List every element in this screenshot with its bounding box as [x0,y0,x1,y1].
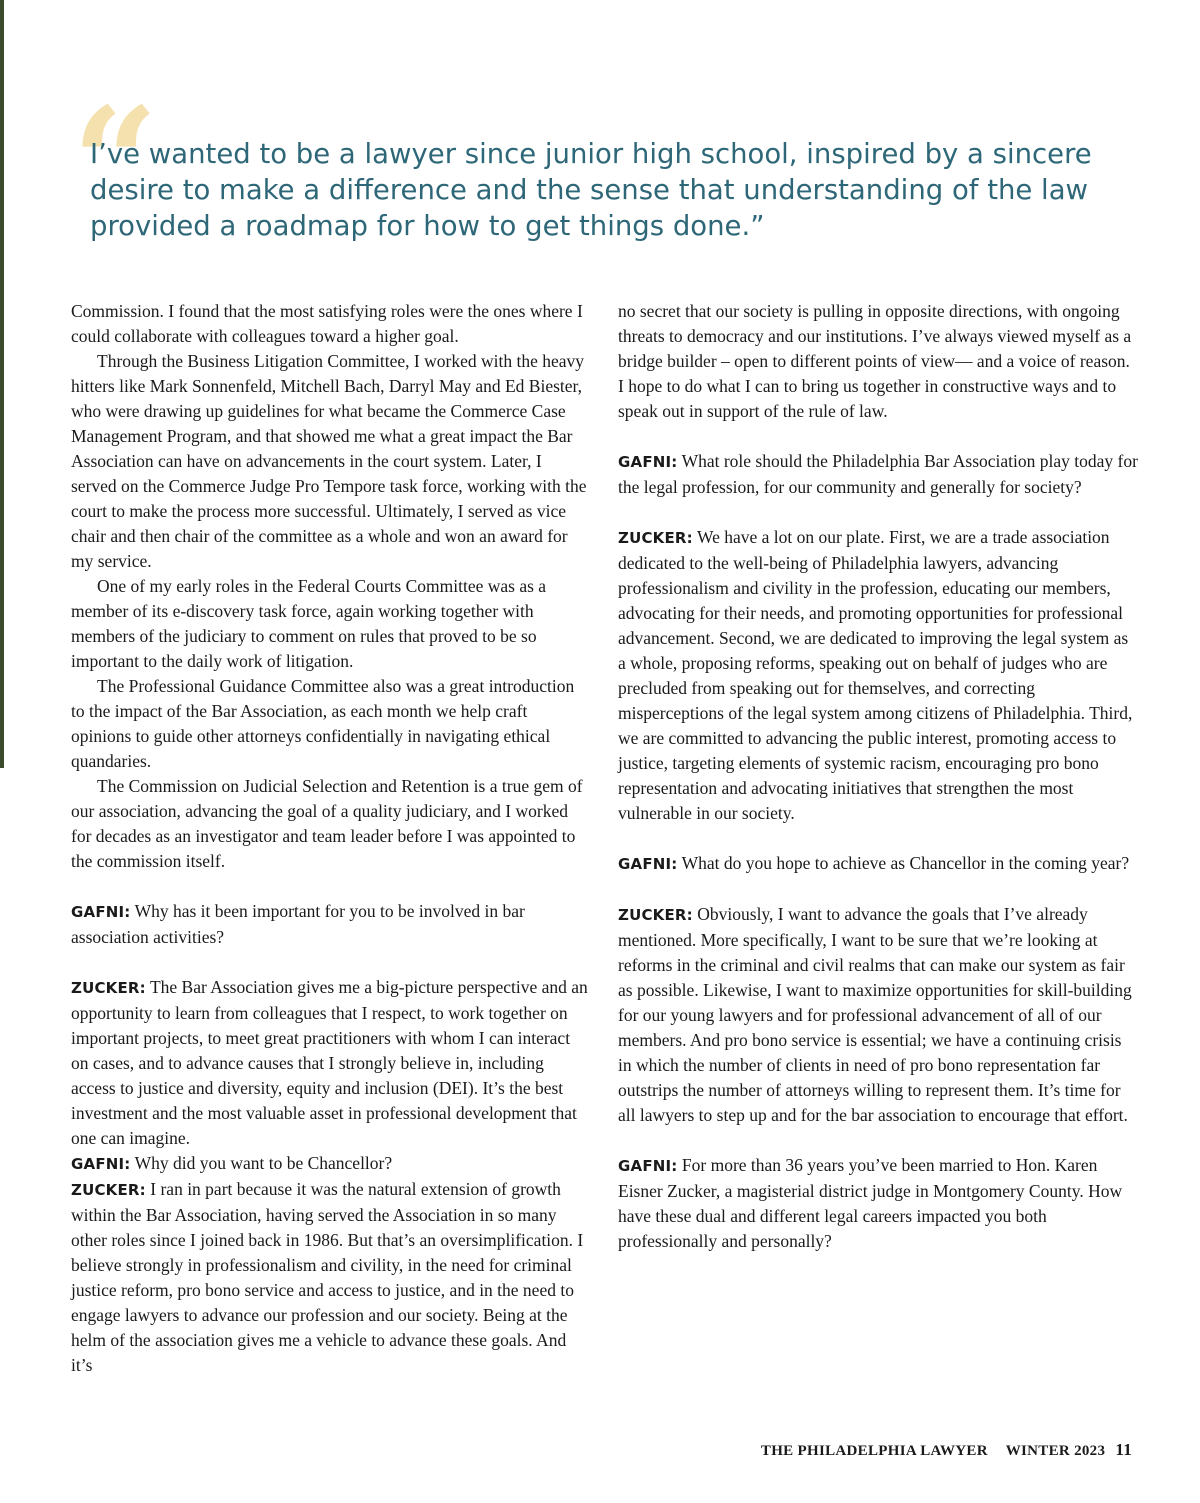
speaker-label: GAFNI: [618,855,678,873]
speaker-label: ZUCKER: [71,979,146,997]
paragraph-text: The Bar Association gives me a big-picture perspective and an opportunity to learn from colleagues that I respect, to work together on important projects, to meet great practitioners with whom I can interact on cases, and to advance causes that I strongly believe in, including access to justice and diversity, equity and inclusion (DEI). It’s the best investment and the most valuable asset in professional development that one can imagine. [71,977,588,1148]
paragraph-text: The Commission on Judicial Selection and Retention is a true gem of our association, advancing the goal of a quality judiciary, and I worked for decades as an investigator and team leader before I was appointed to the commission itself. [71,776,583,871]
page-number: 11 [1115,1440,1132,1459]
speaker-label: ZUCKER: [618,529,693,547]
paragraph-text: Why has it been important for you to be involved in bar association activities? [71,901,525,947]
article-paragraph [618,299,1138,424]
paragraph-text: Commission. I found that the most satisfying roles were the ones where I could collaborate with colleagues toward a higher goal. [71,301,583,346]
paragraph-text: Why did you want to be Chancellor? [130,1153,393,1173]
article-paragraph [71,299,591,349]
paragraph-text: Through the Business Litigation Committee, I worked with the heavy hitters like Mark Sonnenfeld, Mitchell Bach, Darryl May and Ed Biester, who were drawing up guidelines for what became the Commerce Case Management Program, and that showed me what a great impact the Bar Association can have on advancements in the court system. Later, I served on the Commerce Judge Pro Tempore task force, working with the court to make the process more successful. Ultimately, I served as vice chair and then chair of the committee as a whole and won an award for my service. [71,351,587,571]
article-paragraph [618,851,1138,877]
paragraph-text: One of my early roles in the Federal Courts Committee was as a member of its e-discovery task force, again working together with members of the judiciary to comment on rules that proved to be so important to the daily work of litigation. [71,576,547,671]
paragraph-text: I ran in part because it was the natural extension of growth within the Bar Association, having served the Association in so many other roles since I joined back in 1986. But that’s an oversimplification. I believe strongly in professionalism and civility, in the need for criminal justice reform, pro bono service and access to justice, and in the need to engage lawyers to advance our profession and our society. Being at the helm of the association gives me a vehicle to advance these goals. And it’s [71,1179,584,1375]
speaker-label: ZUCKER: [71,1181,146,1199]
article-paragraph [618,1153,1138,1254]
pull-quote [90,136,1150,244]
quote-mark-glyph: “ [72,75,159,251]
article-paragraph [71,574,591,674]
article-paragraph [71,1151,591,1177]
article-paragraph [618,449,1138,500]
footer-publication: THE PHILADELPHIA LAWYER [760,1443,988,1459]
speaker-label: GAFNI: [71,903,131,921]
paragraph-text: We have a lot on our plate. First, we are a trade association dedicated to the well-being of Philadelphia lawyers, advancing professionalism and civility in the profession, educating our members, advocating for their needs, and promoting opportunities for professional advancement. Second, we are dedicated to improving the legal system as a whole, proposing reforms, speaking out on behalf of judges who are precluded from speaking out for themselves, and correcting misperceptions of the legal system among citizens of Philadelphia. Third, we are committed to advancing the public interest, promoting access to justice, targeting elements of systemic racism, encouraging pro bono representation and advocating initiatives that strengthen the most vulnerable in our society. [618,527,1133,823]
article-paragraph [618,525,1138,826]
speaker-label: GAFNI: [71,1155,131,1173]
paragraph-text: no secret that our society is pulling in opposite directions, with ongoing threats to democracy and our institutions. I’ve always viewed myself as a bridge builder – open to different points of view— and a voice of reason. I hope to do what I can to bring us together in constructive ways and to speak out in support of the rule of law. [618,301,1132,421]
article-column-right [618,299,1138,1254]
paragraph-text: What role should the Philadelphia Bar Association play today for the legal profession, for our community and generally for society? [618,451,1138,497]
article-paragraph [71,349,591,574]
paragraph-text: What do you hope to achieve as Chancellor in the coming year? [677,853,1130,873]
speaker-label: ZUCKER: [618,906,693,924]
footer-issue: WINTER 2023 [1005,1443,1106,1459]
paragraph-text: The Professional Guidance Committee also was a great introduction to the impact of the Bar Association, as each month we help craft opinions to guide other attorneys confidentially in navigating ethical quandaries. [71,676,575,771]
speaker-label: GAFNI: [618,453,678,471]
page-footer [560,1440,1132,1460]
article-paragraph [71,1177,591,1378]
article-column-left [71,299,591,1378]
pull-quote-text: I’ve wanted to be a lawyer since junior high school, inspired by a sincere desire to make a difference and the sense that understanding of the law provided a roadmap for how to get things done.” [90,138,1092,242]
article-paragraph [618,902,1138,1128]
paragraph-text: For more than 36 years you’ve been married to Hon. Karen Eisner Zucker, a magisterial district judge in Montgomery County. How have these dual and different legal careers impacted you both professionally and personally? [618,1155,1123,1251]
article-paragraph [71,975,591,1151]
paragraph-text: Obviously, I want to advance the goals that I’ve already mentioned. More specifically, I want to be sure that we’re looking at reforms in the criminal and civil realms that can make our system as fair as possible. Likewise, I want to maximize opportunities for skill-building for our young lawyers and for professional advancement of all of our members. And pro bono service is essential; we have a continuing crisis in which the number of clients in need of pro bono representation far outstrips the number of attorneys willing to represent them. It’s time for all lawyers to step up and for the bar association to encourage that effort. [618,904,1132,1125]
article-paragraph [71,899,591,950]
page-edge-rule [0,0,4,768]
speaker-label: GAFNI: [618,1157,678,1175]
article-paragraph [71,774,591,874]
article-paragraph [71,674,591,774]
